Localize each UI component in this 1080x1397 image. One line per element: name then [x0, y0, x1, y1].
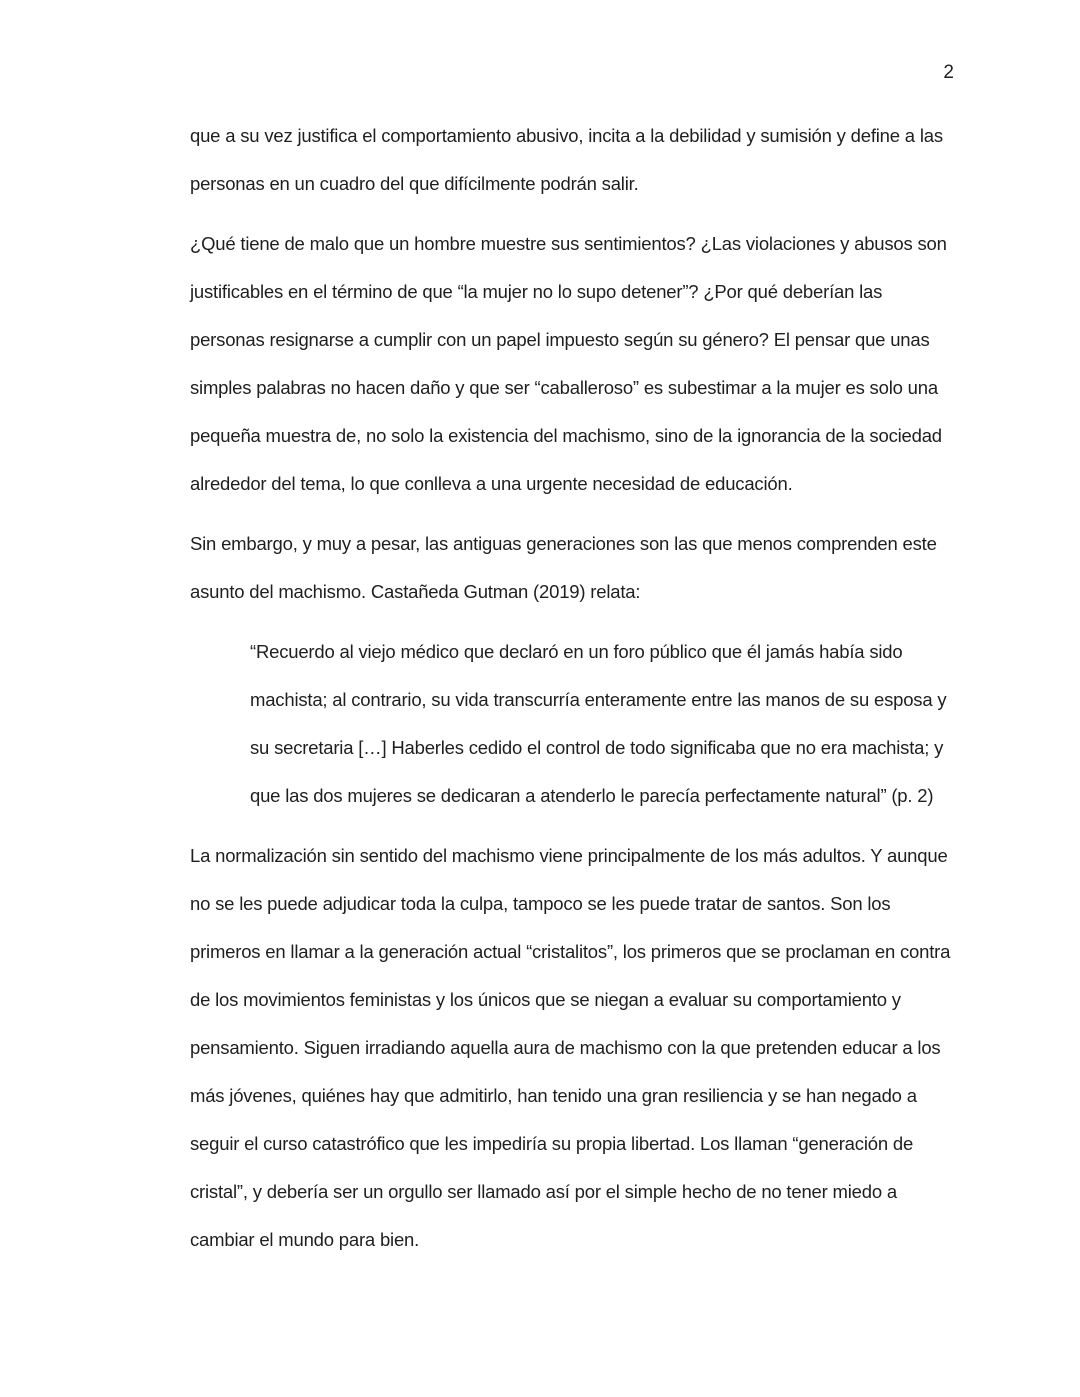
paragraph-3: Sin embargo, y muy a pesar, las antiguas generaciones son las que menos comprenden este asunto del machismo. Castañeda Gutman (2019) relata: [190, 533, 937, 602]
block-quote: “Recuerdo al viejo médico que declaró en un foro público que él jamás había sido machista; al contrario, su vida transcurría enteramente entre las manos de su esposa y su secretaria […] Haberles cedido el control de todo significaba que no era machista; y que las dos mujeres se dedicaran a atenderlo le parecía perfectamente natural” (p. 2) [250, 641, 947, 806]
paragraph-1: que a su vez justifica el comportamiento abusivo, incita a la debilidad y sumisión y define a las personas en un cuadro del que difícilmente podrán salir. [190, 125, 943, 194]
page-number: 2 [943, 62, 954, 83]
paragraph-2: ¿Qué tiene de malo que un hombre muestre sus sentimientos? ¿Las violaciones y abusos son justificables en el término de que “la mujer no lo supo detener”? ¿Por qué deberían las personas resignarse a cumplir con un papel impuesto según su género? El pensar que unas simples palabras no hacen daño y que ser “caballeroso” es subestimar a la mujer es solo una pequeña muestra de, no solo la existencia del machismo, sino de la ignorancia de la sociedad alrededor del tema, lo que conlleva a una urgente necesidad de educación. [190, 233, 947, 494]
page-content [190, 112, 960, 1276]
paragraph-4: La normalización sin sentido del machismo viene principalmente de los más adultos. Y aunque no se les puede adjudicar toda la culpa, tampoco se les puede tratar de santos. Son los primeros en llamar a la generación actual “cristalitos”, los primeros que se proclaman en contra de los movimientos feministas y los únicos que se niegan a evaluar su comportamiento y pensamiento. Siguen irradiando aquella aura de machismo con la que pretenden educar a los más jóvenes, quiénes hay que admitirlo, han tenido una gran resiliencia y se han negado a seguir el curso catastrófico que les impediría su propia libertad. Los llaman “generación de cristal”, y debería ser un orgullo ser llamado así por el simple hecho de no tener miedo a cambiar el mundo para bien. [190, 845, 951, 1250]
